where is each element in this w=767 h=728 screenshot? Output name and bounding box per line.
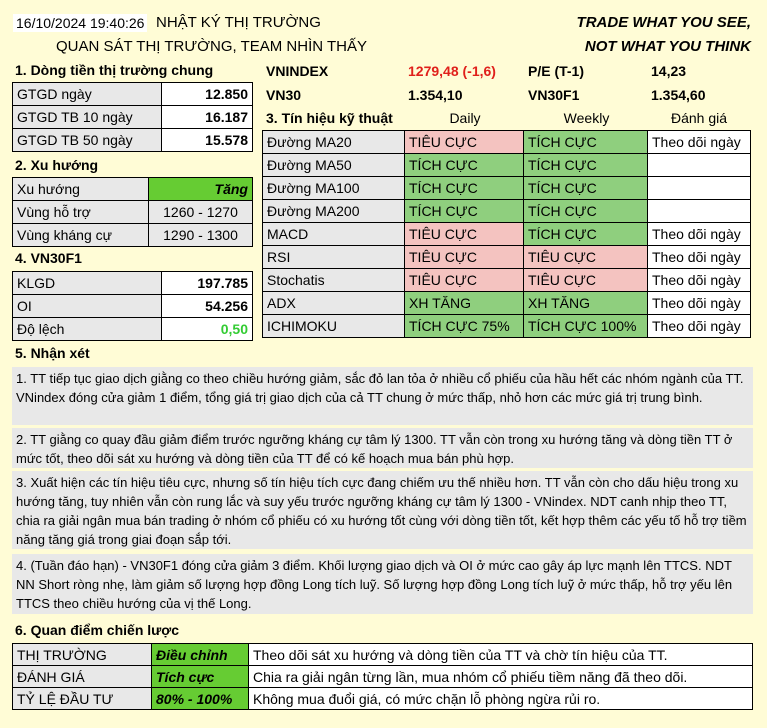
market-flow-title: 1. Dòng tiền thị trường chung [15, 62, 214, 78]
trend-label: Xu hướng [13, 178, 149, 201]
comment-item-2: 2. TT giằng co quay đầu giảm điểm trước ngưỡng kháng cự tâm lý 1300. TT vẫn còn trong xu hướng tăng và dòng tiền TT ở mức tốt, theo dõi sát xu hướng và dòng tiền của TT để có kế hoạch mua bán phù hợp. [12, 428, 753, 468]
vnindex-value: 1279,48 (-1,6) [408, 63, 496, 79]
vn30f1-label: VN30F1 [528, 87, 580, 103]
oi-label: OI [13, 295, 162, 318]
flow-value: 12.850 [162, 83, 253, 106]
slogan-line-1: TRADE WHAT YOU SEE, [576, 14, 751, 31]
slogan-line-2: NOT WHAT YOU THINK [584, 38, 751, 55]
signal-weekly: TIÊU CỰC [524, 246, 648, 269]
trend-value: Tăng [149, 178, 253, 201]
signal-name: Đường MA50 [263, 154, 405, 177]
signal-daily: TÍCH CỰC [405, 177, 524, 200]
signal-name: Đường MA200 [263, 200, 405, 223]
strategy-eval-label: ĐÁNH GIÁ [13, 666, 152, 688]
oi-value: 54.256 [162, 295, 253, 318]
strategy-market-desc: Theo dõi sát xu hướng và dòng tiền của TT và chờ tín hiệu của TT. [249, 644, 753, 666]
pe-label: P/E (T-1) [528, 63, 585, 79]
table-row [263, 246, 751, 269]
trend-table [12, 177, 253, 247]
basis-label: Độ lệch [13, 318, 162, 341]
signal-daily: TIÊU CỰC [405, 269, 524, 292]
signals-table [262, 130, 751, 338]
strategy-ratio-desc: Không mua đuổi giá, có mức chặn lỗ phòng ngừa rủi ro. [249, 688, 753, 710]
table-row [13, 129, 253, 152]
market-flow-table [12, 82, 253, 152]
strategy-eval-value: Tích cực [152, 666, 249, 688]
table-row [13, 688, 753, 710]
comments-title: 5. Nhận xét [15, 345, 90, 361]
flow-label: GTGD TB 50 ngày [13, 129, 162, 152]
report-datetime: 16/10/2024 19:40:26 [13, 14, 147, 32]
table-row [13, 178, 253, 201]
table-row [263, 223, 751, 246]
signal-daily: TÍCH CỰC [405, 154, 524, 177]
signal-name: RSI [263, 246, 405, 269]
resistance-value: 1290 - 1300 [149, 224, 253, 247]
support-label: Vùng hỗ trợ [13, 201, 149, 224]
signal-daily: TIÊU CỰC [405, 246, 524, 269]
signal-daily: TÍCH CỰC [405, 200, 524, 223]
vn30f1-table [12, 271, 253, 341]
signal-daily: TIÊU CỰC [405, 223, 524, 246]
signal-weekly: TÍCH CỰC [524, 131, 648, 154]
strategy-title: 6. Quan điểm chiến lược [15, 622, 180, 638]
support-value: 1260 - 1270 [149, 201, 253, 224]
table-row [263, 200, 751, 223]
signal-name: ICHIMOKU [263, 315, 405, 338]
signal-eval [648, 154, 751, 177]
signals-title: 3. Tín hiệu kỹ thuật [266, 110, 393, 126]
col-weekly-header: Weekly [563, 110, 610, 126]
pe-value: 14,23 [651, 63, 687, 79]
signal-name: Đường MA20 [263, 131, 405, 154]
table-row [263, 292, 751, 315]
klgd-label: KLGD [13, 272, 162, 295]
strategy-market-value: Điều chỉnh [152, 644, 249, 666]
table-row [13, 106, 253, 129]
table-row [13, 224, 253, 247]
signal-weekly: XH TĂNG [524, 292, 648, 315]
signal-weekly: TÍCH CỰC [524, 200, 648, 223]
strategy-ratio-label: TỶ LỆ ĐẦU TƯ [13, 688, 152, 710]
resistance-label: Vùng kháng cự [13, 224, 149, 247]
klgd-value: 197.785 [162, 272, 253, 295]
signal-weekly: TÍCH CỰC [524, 177, 648, 200]
signal-weekly: TÍCH CỰC [524, 154, 648, 177]
signal-eval: Theo dõi ngày [648, 246, 751, 269]
signal-eval: Theo dõi ngày [648, 269, 751, 292]
comment-item-3: 3. Xuất hiện các tín hiệu tiêu cực, nhưng số tín hiệu tích cực đang chiếm ưu thế nhiều hơn. TT vẫn còn cho dấu hiệu trong xu hướng tăng, tuy nhiên vẫn còn rung lắc và suy yếu trước ngưỡng kháng cự tâm lý 1300 - VNindex. NDT canh nhịp theo TT, chia ra giải ngân mua bán trading ở nhóm cổ phiếu có xu hướng tốt cùng với dòng tiền tốt, kết hợp thêm các yếu tố hỗ trợ tiềm năng tăng giá trong giai đoạn sắp tới. [12, 471, 753, 549]
report-subtitle: QUAN SÁT THỊ TRƯỜNG, TEAM NHÌN THẤY [56, 38, 367, 55]
signal-eval: Theo dõi ngày [648, 315, 751, 338]
col-eval-header: Đánh giá [670, 110, 728, 126]
signal-weekly: TIÊU CỰC [524, 269, 648, 292]
table-row [263, 269, 751, 292]
signal-name: Stochatis [263, 269, 405, 292]
table-row [13, 272, 253, 295]
vn30-label: VN30 [266, 87, 302, 103]
comment-item-4: 4. (Tuần đáo hạn) - VN30F1 đóng cửa giảm 3 điểm. Khối lượng giao dịch và OI ở mức cao gây áp lực mạnh lên TTCS. NDT NN Short ròng nhẹ, làm giảm số lượng hợp đồng Long tích luỹ. Số lượng hợp đồng Long tích luỹ ở mức thấp, hỗ trợ yếu lên TTCS theo chiều hướng của vị thế Long. [12, 554, 753, 614]
signal-eval: Theo dõi ngày [648, 131, 751, 154]
flow-value: 16.187 [162, 106, 253, 129]
signal-weekly: TÍCH CỰC 100% [524, 315, 648, 338]
signal-name: MACD [263, 223, 405, 246]
table-row [263, 131, 751, 154]
table-row [13, 201, 253, 224]
signal-daily: XH TĂNG [405, 292, 524, 315]
flow-label: GTGD TB 10 ngày [13, 106, 162, 129]
signal-eval [648, 200, 751, 223]
signal-daily: TIÊU CỰC [405, 131, 524, 154]
basis-value: 0,50 [162, 318, 253, 341]
signal-eval: Theo dõi ngày [648, 292, 751, 315]
signal-name: ADX [263, 292, 405, 315]
report-title: NHẬT KÝ THỊ TRƯỜNG [156, 14, 321, 31]
flow-value: 15.578 [162, 129, 253, 152]
strategy-table [12, 643, 753, 710]
vn30f1-value: 1.354,60 [651, 87, 706, 103]
trend-title: 2. Xu hướng [15, 157, 99, 173]
strategy-ratio-value: 80% - 100% [152, 688, 249, 710]
flow-label: GTGD ngày [13, 83, 162, 106]
signal-eval: Theo dõi ngày [648, 223, 751, 246]
signal-daily: TÍCH CỰC 75% [405, 315, 524, 338]
table-row [13, 295, 253, 318]
col-daily-header: Daily [449, 110, 481, 126]
table-row [13, 666, 753, 688]
signal-name: Đường MA100 [263, 177, 405, 200]
vn30f1-title: 4. VN30F1 [15, 250, 82, 266]
table-row [263, 315, 751, 338]
table-row [13, 644, 753, 666]
table-row [13, 83, 253, 106]
signal-eval [648, 177, 751, 200]
table-row [263, 177, 751, 200]
table-row [263, 154, 751, 177]
strategy-eval-desc: Chia ra giải ngân từng lần, mua nhóm cổ phiếu tiềm năng đã theo dõi. [249, 666, 753, 688]
vnindex-label: VNINDEX [266, 63, 329, 79]
signal-weekly: TÍCH CỰC [524, 223, 648, 246]
comment-item-1: 1. TT tiếp tục giao dịch giằng co theo chiều hướng giảm, sắc đỏ lan tỏa ở nhiều cổ phiếu của hầu hết các nhóm ngành của TT. VNindex đóng cửa giảm 1 điểm, tổng giá trị giao dịch của cả TT chung ở mức thấp, nhỏ hơn các mức giá trị trung bình. [12, 367, 753, 425]
table-row [13, 318, 253, 341]
vn30-value: 1.354,10 [408, 87, 463, 103]
strategy-market-label: THỊ TRƯỜNG [13, 644, 152, 666]
